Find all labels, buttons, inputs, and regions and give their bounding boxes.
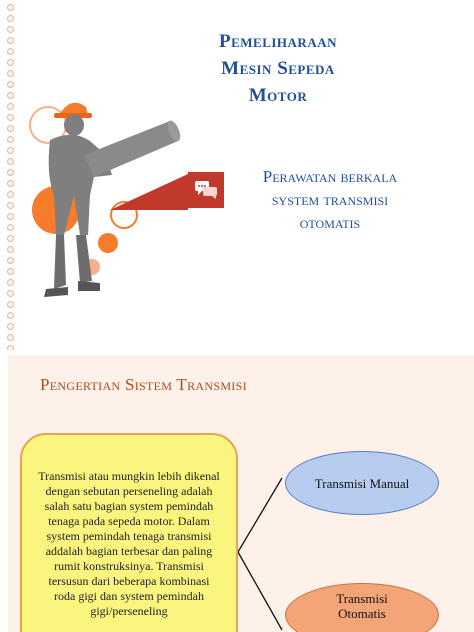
transmisi-manual-label: Transmisi Manual: [314, 475, 410, 491]
subtitle-line-1: Perawatan berkala: [262, 167, 398, 186]
decorative-dot-border: [4, 0, 16, 350]
bracket-connector: [236, 470, 286, 632]
slide-1-title: [178, 28, 378, 109]
subtitle-line-3: otomatis: [299, 213, 361, 232]
title-line-3: Motor: [248, 85, 308, 106]
definition-text: Transmisi atau mungkin lebih dikenal dengan sebutan perseneling adalah salah satu bagian system pemindah tenaga pada sepeda motor. Dalam system pemindah tenaga transmisi addalah bagian terbesar dan paling rumit konstruksinya. Transmisi tersusun dari beberapa kombinasi roda gigi dan system pemindah gigi/perseneling: [38, 469, 220, 618]
chat-bubbles-icon: [188, 172, 224, 208]
subtitle-line-2: system transmisi: [271, 190, 389, 209]
red-wedge-shape: [110, 174, 190, 214]
title-line-2: Mesin Sepeda: [221, 58, 335, 79]
transmisi-otomatis-label: Transmisi Otomatis: [336, 591, 388, 621]
transmisi-manual-node: [285, 451, 439, 515]
slide-1-subtitle: [240, 165, 420, 234]
definition-box: [20, 433, 238, 632]
slide-2-title: Pengertian Sistem Transmisi: [40, 375, 247, 394]
title-line-1: Pemeliharaan: [218, 31, 337, 52]
transmisi-otomatis-node: [285, 583, 439, 632]
orange-circle-small: [98, 233, 118, 253]
slide-2: [8, 355, 474, 632]
